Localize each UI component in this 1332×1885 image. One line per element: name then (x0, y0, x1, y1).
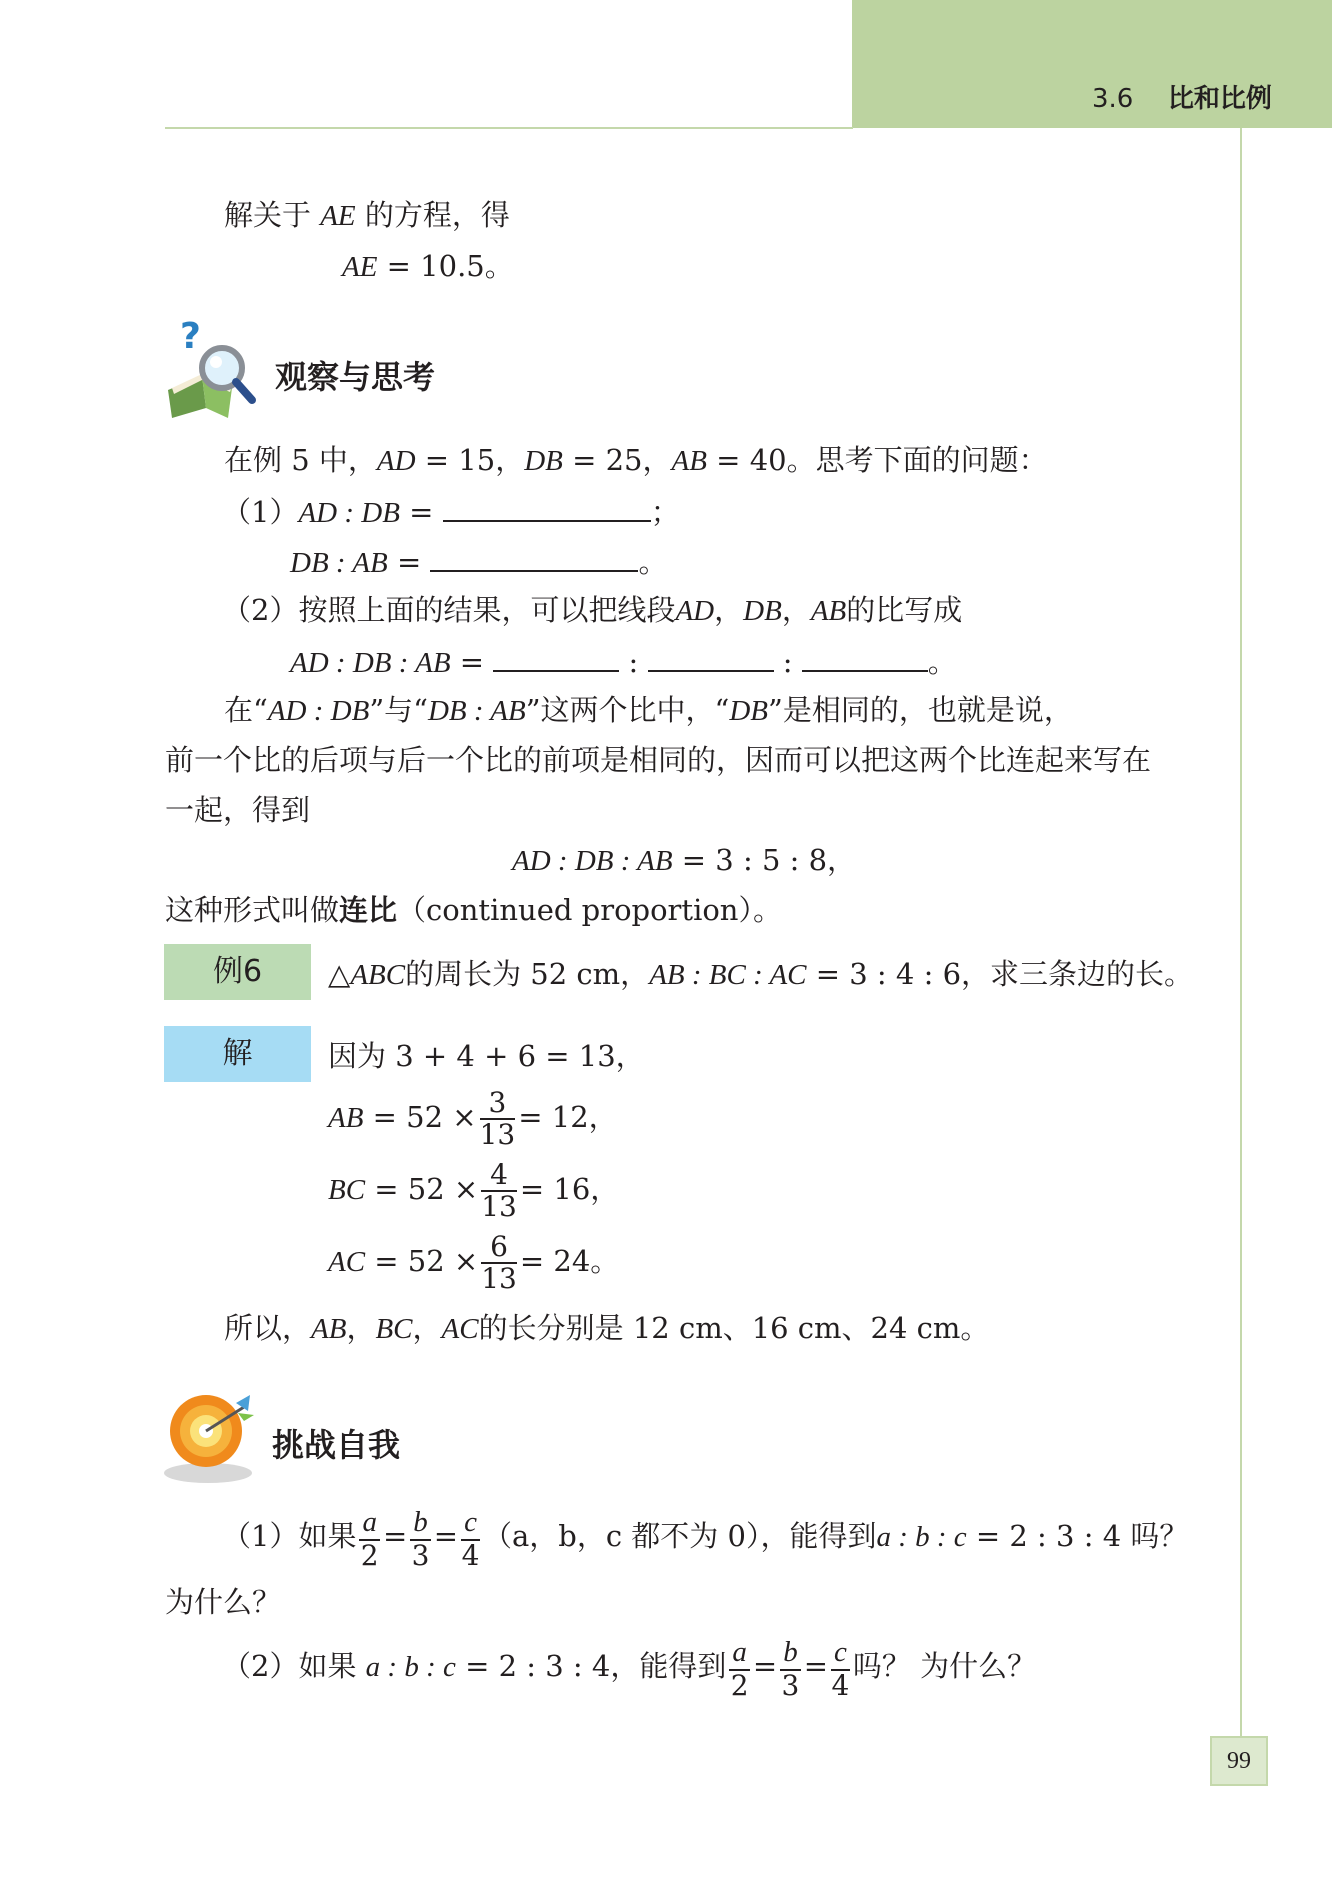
challenge-question-2: （2）如果 a : b : c = 2 : 3 : 4，能得到 $\frac{a}{2}$ = $\frac{b}{3}$ = $\frac{c}{4}$ 吗？ 为什么？ (222, 1636, 1037, 1702)
section-header (1092, 78, 1272, 115)
challenge-question-1: （1）如果 $\frac{a}{2}$ = $\frac{b}{3}$ = $\frac{c}{4}$ （a，b，c 都不为 0），能得到a : b : c = 2 : 3 : 4 吗？ (222, 1506, 1189, 1572)
observe-title: 观察与思考 (275, 358, 436, 396)
question-1b: DB : AB = 。 (290, 542, 668, 581)
answer-blank[interactable] (443, 492, 651, 522)
target-dart-icon (160, 1385, 260, 1485)
header-rule (165, 127, 853, 129)
challenge-title: 挑战自我 (272, 1426, 401, 1464)
observe-intro: 在例 5 中，AD = 15，DB = 25，AB = 40。思考下面的问题： (224, 443, 1048, 477)
example-text: △ABC的周长为 52 cm，AB : BC : AC = 3 : 4 : 6，求三条边的长。 (328, 957, 1194, 991)
paragraph-line: 一起，得到 (165, 793, 311, 827)
solution-row: AB = 52 × $\frac{3}{13}$ = 12， (328, 1086, 618, 1151)
solution-label: 解 (164, 1026, 311, 1082)
answer-blank[interactable] (430, 542, 638, 572)
solution-conclusion: 所以，AB，BC，AC的长分别是 12 cm、16 cm、24 cm。 (224, 1311, 990, 1345)
answer-blank[interactable] (648, 642, 774, 672)
svg-text:?: ? (180, 318, 201, 357)
continued-ratio-equation: AD : DB : AB = 3 : 5 : 8， (512, 843, 857, 877)
question-1: （1）AD : DB = ； (222, 492, 680, 531)
question-2b: AD : DB : AB = : : 。 (290, 642, 957, 681)
definition-line: 这种形式叫做连比（continued proportion）。 (165, 893, 782, 927)
paragraph-line: 前一个比的后项与后一个比的前项是相同的，因而可以把这两个比连起来写在 (165, 743, 1152, 777)
solution-row: BC = 52 × $\frac{4}{13}$ = 16， (328, 1158, 620, 1223)
intro-equation: AE = 10.5。 (342, 249, 514, 283)
paragraph-line: 在“AD : DB”与“DB : AB”这两个比中，“DB”是相同的，也就是说， (224, 693, 1073, 727)
intro-line: 解关于 AE 的方程，得 (224, 198, 510, 232)
section-title: 比和比例 (1167, 84, 1272, 114)
example-label: 例6 (164, 944, 311, 1000)
answer-blank[interactable] (802, 642, 928, 672)
page-number: 99 (1210, 1736, 1268, 1786)
solution-line: 因为 3 + 4 + 6 = 13， (328, 1039, 645, 1073)
section-number: 3.6 (1092, 84, 1134, 114)
question-2: （2）按照上面的结果，可以把线段AD，DB，AB的比写成 (222, 593, 963, 627)
challenge-question-1-cont: 为什么？ (165, 1585, 282, 1619)
magnifier-book-icon (162, 318, 262, 422)
right-margin-rule (1240, 128, 1242, 1758)
solution-row: AC = 52 × $\frac{6}{13}$ = 24。 (328, 1230, 620, 1295)
answer-blank[interactable] (493, 642, 619, 672)
